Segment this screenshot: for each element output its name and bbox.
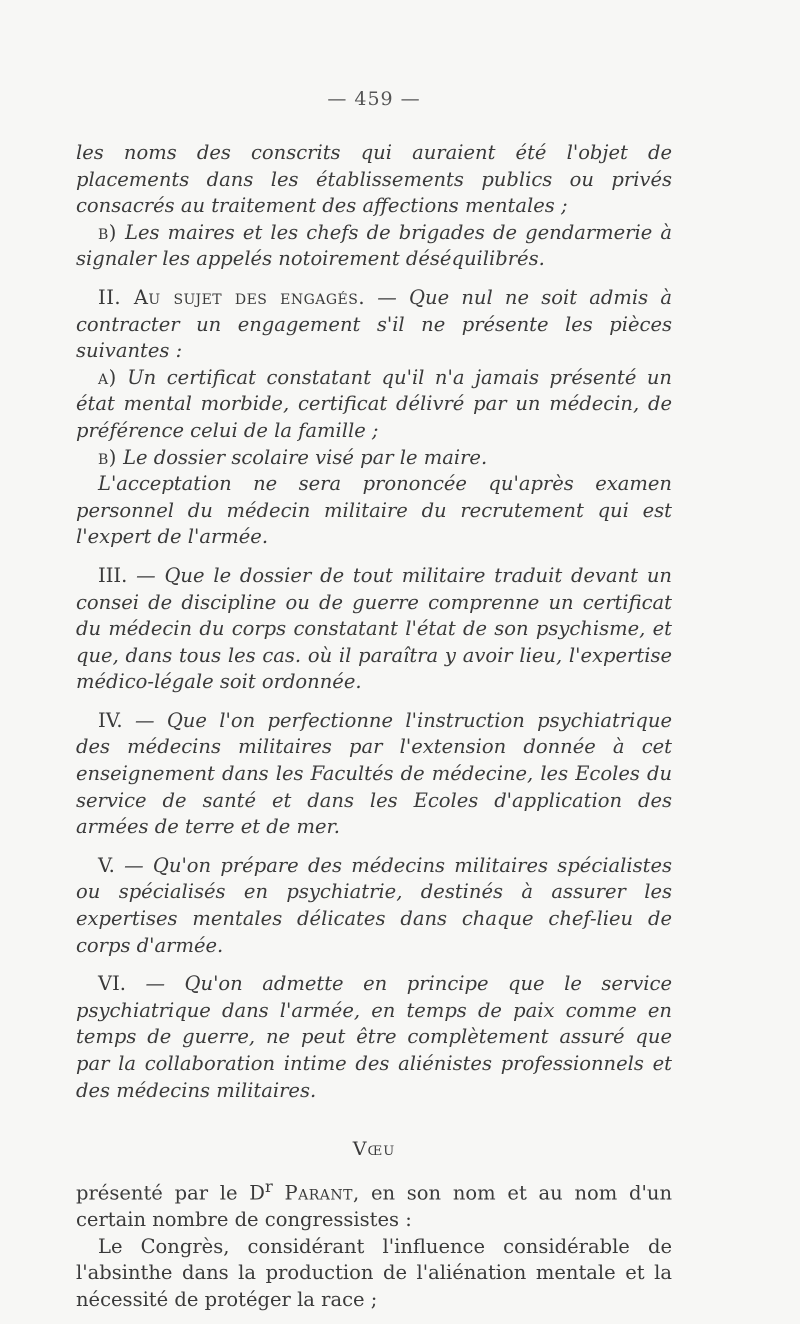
paragraph-text: présenté par le D bbox=[76, 1181, 265, 1205]
paragraph bbox=[76, 708, 672, 841]
paragraph bbox=[76, 853, 672, 959]
paragraph bbox=[76, 563, 672, 696]
page-number: — 459 — bbox=[327, 88, 421, 110]
paragraph-text: Le dossier scolaire visé par le maire. bbox=[116, 445, 488, 469]
paragraph bbox=[76, 140, 672, 220]
paragraph-text: — Que le dossier de tout militaire traduit devant un consei de discipline ou de guerre comprenne un certificat du médecin du corps constatant l'état de son psychisme, et que, dans tous les cas. où il paraîtra y avoir lieu, l'expertise médico-légale soit ordonnée. bbox=[76, 563, 672, 694]
paragraph bbox=[76, 365, 672, 445]
paragraph bbox=[76, 1234, 672, 1314]
section-number: III. bbox=[98, 563, 128, 587]
section-number: VI. bbox=[98, 972, 126, 996]
paragraph-text: Le Congrès, considérant l'influence considérable de l'absinthe dans la production de l'aliénation mentale et la nécessité de protéger la race ; bbox=[76, 1234, 672, 1312]
section-number: IV. bbox=[98, 708, 123, 732]
paragraph-text: — Qu'on admette en principe que le service psychiatrique dans l'armée, en temps de paix comme en temps de guerre, ne peut être complètement assuré que par la collaboration intime des aliénistes professionnels et des médecins militaires. bbox=[76, 972, 672, 1102]
paragraph bbox=[76, 971, 672, 1104]
list-marker: b) bbox=[98, 220, 117, 244]
paragraph-text: Les maires et les chefs de brigades de gendarmerie à signaler les appelés notoirement déséquilibrés. bbox=[76, 220, 672, 271]
paragraph bbox=[76, 445, 672, 472]
paragraph bbox=[76, 471, 672, 551]
author-name: Parant bbox=[284, 1181, 353, 1205]
paragraph-text: — Qu'on prépare des médecins militaires spécialistes ou spécialisés en psychiatrie, destinés à assurer les expertises mentales délicates dans chaque chef-lieu de corps d'armée. bbox=[76, 853, 672, 957]
paragraph-text: L'acceptation ne sera prononcée qu'après examen personnel du médecin militaire du recrutement qui est l'expert de l'armée. bbox=[76, 472, 672, 549]
superscript: r bbox=[264, 1177, 273, 1197]
paragraph bbox=[76, 285, 672, 365]
paragraph-text: les noms des conscrits qui auraient été l'objet de placements dans les établissements publics ou privés consacrés au traitement des affections mentales ; bbox=[76, 141, 672, 218]
section-heading: II. Au sujet des engagés. bbox=[98, 285, 366, 309]
paragraph-text: , en son nom et au nom d'un certain nombre de congressistes : bbox=[76, 1181, 673, 1232]
voeu-heading: Vœu bbox=[352, 1138, 396, 1161]
list-marker: b) bbox=[98, 445, 117, 469]
paragraph bbox=[76, 220, 672, 273]
paragraph-text: — Que l'on perfectionne l'instruction psychiatrique des médecins militaires par l'extension donnée à cet enseignement dans les Facultés de médecine, les Ecoles du service de santé et dans les Ecoles d'application des armées de terre et de mer. bbox=[76, 708, 672, 839]
section-number: V. bbox=[98, 853, 115, 877]
paragraph bbox=[76, 1174, 672, 1234]
paragraph-text: — Que nul ne soit admis à contracter un engagement s'il ne présente les pièces suivantes : bbox=[76, 285, 672, 363]
paragraph-text: Un certificat constatant qu'il n'a jamais présenté un état mental morbide, certificat délivré par un médecin, de préférence celui de la famille ; bbox=[76, 365, 672, 442]
list-marker: a) bbox=[98, 365, 117, 389]
